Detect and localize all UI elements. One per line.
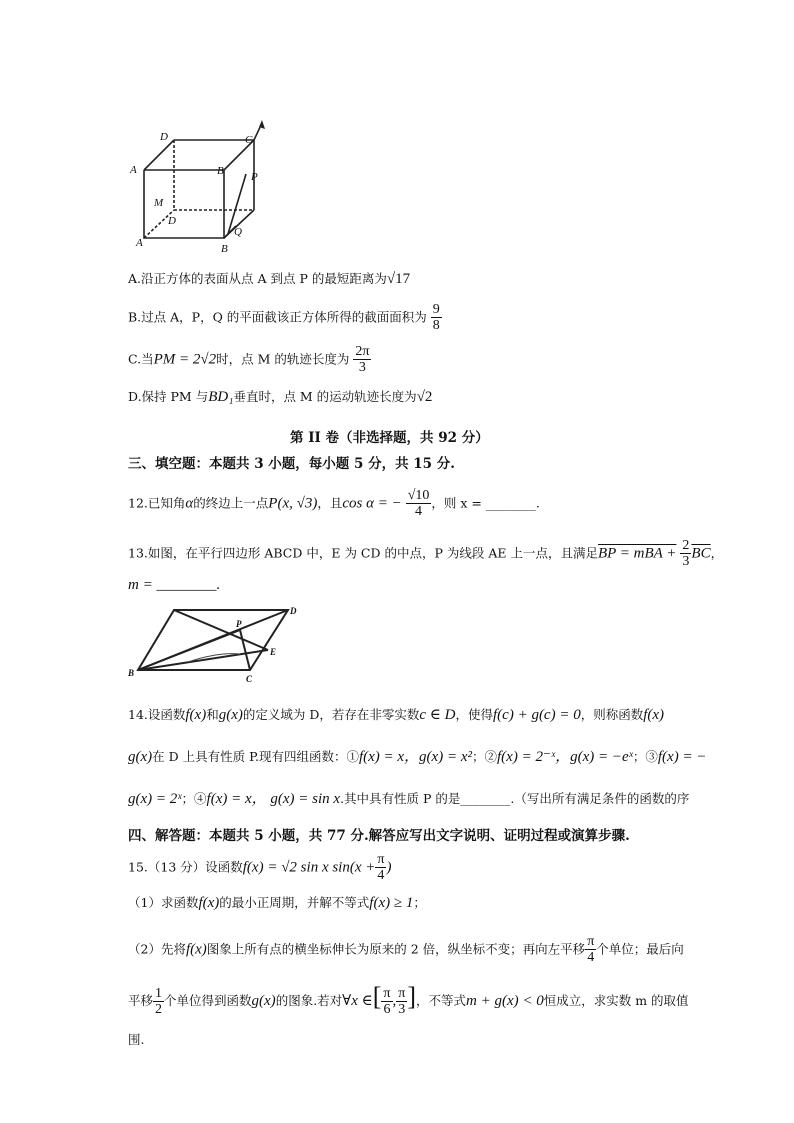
q12-post: ，则 x = ________. [431, 495, 540, 511]
q14-pre: 14.设函数 [128, 707, 186, 722]
option-a-text: A.沿正方体的表面从点 A 到点 P 的最短距离为 [128, 271, 387, 286]
q14-c: c ∈ D [419, 707, 456, 723]
label-D1: D [160, 131, 168, 143]
q15-p3-ineq: m + g(x) < 0 [466, 993, 544, 1009]
para-label-B: B [128, 668, 135, 678]
question-15-part2 [128, 934, 684, 966]
option-c-mid: 时，点 M 的轨迹长度为 [216, 351, 350, 367]
q14-eq: f(c) + g(c) = 0 [493, 707, 581, 723]
q14-sep-3: ；③ [632, 749, 658, 764]
q15-p3-fraction: $\frac{1}{2}$ [155, 985, 163, 1017]
question-15-part4: 围. [128, 1032, 145, 1047]
q15-p1-f: f(x) [198, 895, 220, 911]
q12-cos: cos α = − [342, 495, 402, 512]
question-12 [128, 488, 540, 520]
q15-p2-fraction: $\frac{\pi}{4}$ [587, 934, 595, 966]
question-15-part1 [128, 896, 426, 911]
q14-and: 和 [206, 707, 219, 722]
q15-head-pre: 15.（13 分）设函数 [128, 859, 243, 875]
q12-point: P(x, √3) [268, 495, 318, 512]
q15-p2-pre: （2）先将 [128, 941, 186, 957]
q15-interval-open-bracket: [ [372, 982, 382, 1011]
q15-p3-mid2: 的图象.若对 [275, 993, 343, 1008]
q15-p2-f: f(x) [185, 941, 207, 958]
label-A: A [136, 237, 143, 249]
q15-p1-pre: （1）求函数 [128, 895, 199, 910]
option-d-post: 垂直时，点 M 的运动轨迹长度为 [233, 389, 417, 404]
question-15-part3 [128, 984, 689, 1017]
q12-mid: 的终边上一点 [193, 495, 269, 511]
label-D: D [168, 215, 176, 227]
q14-post-line3: .其中具有性质 P 的是________.（写出所有满足条件的函数的序 [340, 791, 690, 806]
q15-p1-post: ； [413, 895, 426, 910]
option-d-expr: BD₁ [208, 389, 234, 405]
q14-expr-1: f(x) = x，g(x) = x² [358, 749, 472, 765]
q14-mid2: ，使得 [455, 707, 493, 722]
q15-interval-comma: , [392, 993, 397, 1009]
section-3-title: 三、填空题：本题共 3 小题，每小题 5 分，共 15 分. [128, 456, 455, 472]
label-B1: B [217, 165, 224, 177]
q15-interval-a: $\frac{\pi}{6}$ [383, 985, 391, 1017]
q14-expr-2: f(x) = 2⁻ˣ，g(x) = −eˣ [497, 749, 633, 765]
q14-f: f(x) [185, 707, 207, 723]
q15-interval-b: $\frac{\pi}{3}$ [398, 985, 406, 1017]
q14-post: ，则称函数 [580, 707, 644, 722]
q15-p1-mid: 的最小正周期，并解不等式 [219, 895, 370, 910]
label-A1: A [130, 164, 137, 176]
option-c [128, 344, 371, 376]
label-M: M [154, 197, 164, 209]
label-C1: C [245, 134, 253, 146]
cube-figure [128, 118, 274, 254]
q14-line2-mid: 在 D 上具有性质 P.现有四组函数：① [152, 749, 359, 764]
q15-head-post: ) [386, 859, 392, 876]
option-b [128, 302, 442, 334]
q15-p3-g: g(x) [251, 993, 276, 1009]
q14-expr-3b: g(x) = 2ˣ [128, 791, 182, 807]
section-4-title: 四、解答题：本题共 5 小题，共 77 分.解答应写出文字说明、证明过程或演算步骤. [128, 828, 630, 844]
question-14-line2 [128, 750, 706, 765]
q14-mid: 的定义域为 D，若存在非零实数 [242, 707, 420, 722]
question-15-head [128, 852, 391, 884]
q15-p3-mid3: ，不等式 [416, 993, 467, 1008]
option-a [128, 272, 410, 287]
option-a-value: √17 [386, 271, 411, 287]
q12-alpha: α [185, 495, 194, 512]
option-c-fraction: $\frac{2\pi}{3}$ [355, 344, 370, 376]
q13-pre: 13.如图，在平行四边形 ABCD 中，E 为 CD 的中点，P 为线段 AE 上一点，且满足 [128, 545, 598, 561]
question-14-line1 [128, 708, 664, 723]
label-Q: Q [234, 226, 242, 238]
option-c-expr: PM = 2√2 [153, 351, 217, 368]
q15-p1-ineq: f(x) ≥ 1 [369, 895, 414, 911]
q15-p3-forall: ∀x ∈ [342, 993, 373, 1009]
q15-p3-post: 恒成立，求实数 m 的取值 [543, 993, 689, 1008]
q15-head-expr: f(x) = √2 sin x sin(x + [242, 859, 376, 876]
para-label-D: D [290, 606, 297, 616]
q14-sep-2: ；② [471, 749, 497, 764]
question-14-line3 [128, 792, 689, 807]
q15-p3-mid: 个单位得到函数 [164, 993, 252, 1008]
q14-f2: f(x) [643, 707, 665, 723]
q15-p2-post: 个单位；最后向 [596, 941, 684, 957]
q13-vector-bc: $\overline{BC}$ [691, 545, 711, 562]
option-d-pre: D.保持 PM 与 [128, 389, 209, 404]
label-B: B [221, 243, 228, 254]
q13-fraction: $\frac{2}{3}$ [682, 538, 690, 570]
option-c-pre: C.当 [128, 351, 154, 367]
section-2-title: 第 II 卷（非选择题，共 92 分） [290, 430, 489, 446]
question-13-line1 [128, 538, 723, 570]
para-label-P: P [236, 619, 242, 629]
q14-sep-4: ；④ [181, 791, 207, 806]
question-13-line2: m = ________. [128, 577, 221, 593]
q14-expr-3: f(x) = − [657, 749, 707, 765]
q14-g: g(x) [218, 707, 243, 723]
q15-p2-mid: 图象上所有点的横坐标伸长为原来的 2 倍，纵坐标不变；再向左平移 [206, 941, 586, 957]
q13-post: ， [710, 545, 724, 561]
q15-p3-pre: 平移 [128, 993, 154, 1008]
label-P: P [251, 171, 258, 183]
q12-fraction: $\frac{√10}{4}$ [407, 488, 430, 520]
option-d-value: √2 [416, 389, 433, 405]
option-b-fraction: $\frac{9}{8}$ [432, 302, 440, 334]
option-b-text: B.过点 A，P，Q 的平面截该正方体所得的截面面积为 [128, 309, 427, 325]
q15-head-fraction: $\frac{\pi}{4}$ [377, 852, 385, 884]
q12-mid2: ，且 [317, 495, 343, 511]
para-label-E: E [270, 647, 277, 657]
q12-pre: 12.已知角 [128, 495, 186, 511]
q13-vector: BP = mBA + [597, 545, 677, 562]
q14-expr-4: f(x) = x， g(x) = sin x [206, 791, 341, 807]
q14-line2-g: g(x) [128, 749, 153, 765]
option-d [128, 390, 432, 405]
parallelogram-figure [128, 602, 308, 684]
q15-interval-close-bracket: ] [407, 982, 416, 1011]
para-label-C: C [246, 674, 253, 684]
